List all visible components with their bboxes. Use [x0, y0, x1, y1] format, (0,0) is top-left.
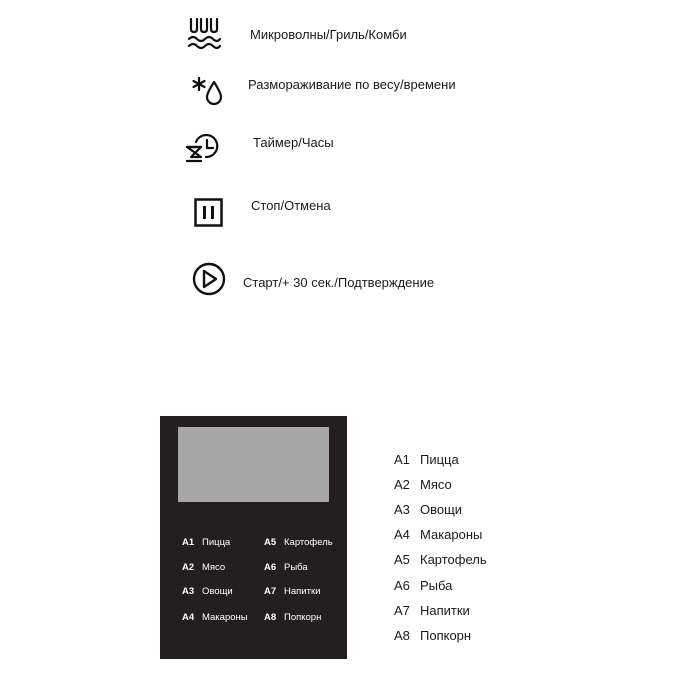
program-a2[interactable] [182, 562, 225, 573]
program-name: Мясо [202, 562, 226, 573]
legend-label-stop: Стоп/Отмена [251, 198, 331, 213]
list-item-code: A6 [394, 578, 410, 593]
microwave-grill-icon [186, 16, 222, 50]
list-item [394, 527, 482, 542]
control-panel [160, 416, 347, 659]
stop-icon [194, 198, 224, 228]
list-item-code: A4 [394, 527, 410, 542]
list-item-code: A8 [394, 628, 410, 643]
list-item-code: A7 [394, 603, 410, 618]
list-item [394, 552, 487, 567]
program-code: A6 [264, 562, 277, 573]
program-code: A5 [264, 537, 277, 548]
program-name: Рыба [284, 562, 308, 573]
program-code: A2 [182, 562, 195, 573]
display-screen [178, 427, 329, 502]
defrost-icon [190, 74, 226, 106]
program-code: A7 [264, 586, 277, 597]
list-item-name: Пицца [420, 452, 459, 467]
program-code: A3 [182, 586, 195, 597]
program-code: A1 [182, 537, 195, 548]
timer-clock-icon [184, 132, 224, 166]
program-name: Макароны [202, 612, 248, 623]
list-item [394, 628, 471, 643]
program-name: Овощи [202, 586, 233, 597]
list-item [394, 502, 462, 517]
list-item [394, 578, 452, 593]
legend-label-defrost: Размораживание по весу/времени [248, 77, 456, 92]
program-code: A4 [182, 612, 195, 623]
list-item-name: Картофель [420, 552, 487, 567]
list-item-code: A2 [394, 477, 410, 492]
legend-label-microwave: Микроволны/Гриль/Комби [250, 27, 407, 42]
list-item-code: A5 [394, 552, 410, 567]
start-icon [192, 262, 226, 296]
program-a8[interactable] [264, 612, 321, 623]
program-a7[interactable] [264, 586, 320, 597]
list-item-name: Овощи [420, 502, 463, 517]
program-a4[interactable] [182, 612, 248, 623]
legend-label-start: Старт/+ 30 сек./Подтверждение [243, 275, 435, 290]
program-name: Напитки [284, 586, 321, 597]
program-name: Пицца [202, 537, 231, 548]
list-item-name: Попкорн [420, 628, 472, 643]
program-a1[interactable] [182, 537, 230, 548]
list-item-name: Рыба [420, 578, 453, 593]
program-name: Попкорн [284, 612, 322, 623]
list-item-name: Мясо [420, 477, 452, 492]
list-item [394, 452, 459, 467]
legend-label-timer: Таймер/Часы [253, 135, 334, 150]
program-code: A8 [264, 612, 277, 623]
program-name: Картофель [284, 537, 333, 548]
program-a6[interactable] [264, 562, 308, 573]
list-item [394, 603, 470, 618]
program-a3[interactable] [182, 586, 233, 597]
program-a5[interactable] [264, 537, 333, 548]
list-item [394, 477, 452, 492]
list-item-name: Макароны [420, 527, 483, 542]
list-item-name: Напитки [420, 603, 470, 618]
list-item-code: A3 [394, 502, 410, 517]
list-item-code: A1 [394, 452, 410, 467]
